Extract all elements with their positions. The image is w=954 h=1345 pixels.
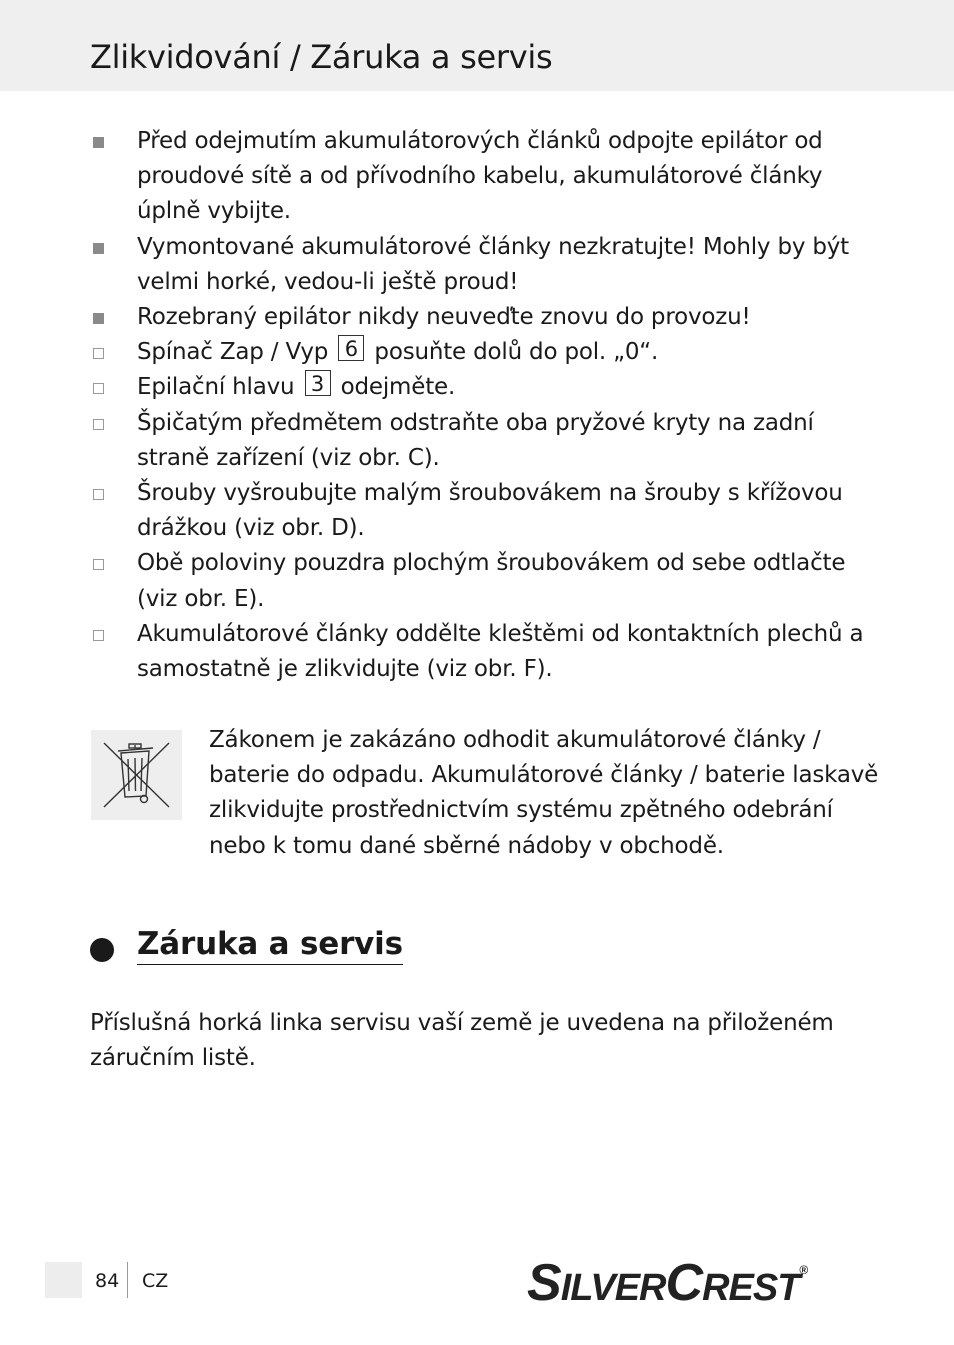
filled-square-bullet-icon xyxy=(93,137,104,148)
list-item xyxy=(90,370,880,405)
page-number: 84 xyxy=(95,1270,120,1292)
warranty-text: Příslušná horká linka servisu vaší země je uvedena na přiloženém záručním listě. xyxy=(90,1010,834,1072)
list-item xyxy=(90,617,880,687)
list-item xyxy=(90,406,880,476)
page-title: Zlikvidování / Záruka a servis xyxy=(90,38,553,76)
step-text: Akumulátorové články oddělte kleštěmi od kontaktních plechů a samostatně je zlikvidujte (viz obr. F). xyxy=(137,620,864,683)
hollow-square-bullet-icon xyxy=(93,383,104,394)
step-text: Rozebraný epilátor nikdy neuveďte znovu do provozu! xyxy=(137,304,751,331)
crossed-out-bin-icon xyxy=(91,730,182,820)
brand-logo: SILVERCREST® xyxy=(527,1254,808,1312)
hollow-square-bullet-icon xyxy=(93,489,104,500)
list-item xyxy=(90,300,880,335)
step-text: Vymontované akumulátorové články nezkratujte! Mohly by být velmi horké, vedou-li ještě proud! xyxy=(137,233,849,295)
list-item xyxy=(90,124,880,230)
list-item xyxy=(90,335,880,370)
hollow-square-bullet-icon xyxy=(93,419,104,430)
step-text: Obě poloviny pouzdra plochým šroubovákem od sebe odtlačte (viz obr. E). xyxy=(137,550,846,612)
list-item xyxy=(90,476,880,546)
language-code: CZ xyxy=(142,1270,169,1292)
hollow-square-bullet-icon xyxy=(93,630,104,641)
section-bullet xyxy=(90,938,114,962)
step-text: Špičatým předmětem odstraňte oba pryžové kryty na zadní straně zařízení (viz obr. C). xyxy=(137,409,814,471)
part-reference-number: 3 xyxy=(305,370,331,396)
part-reference-number: 6 xyxy=(338,335,364,361)
section-title-warranty: Záruka a servis xyxy=(137,926,403,965)
step-text: posuňte dolů do pol. „0“. xyxy=(374,339,659,366)
hollow-square-bullet-icon xyxy=(93,348,104,359)
filled-square-bullet-icon xyxy=(93,313,104,324)
page-header xyxy=(0,0,954,91)
disposal-note: Zákonem je zakázáno odhodit akumulátorové články / baterie do odpadu. Akumulátorové články / baterie laskavě zlikvidujte prostřednictvím systému zpětného odebrání nebo k tomu dané sběrné nádoby v obchodě. xyxy=(209,727,879,859)
step-text: Epilační hlavu xyxy=(137,374,295,401)
filled-square-bullet-icon xyxy=(93,243,104,254)
step-text: Šrouby vyšroubujte malým šroubovákem na šrouby s křížovou drážkou (viz obr. D). xyxy=(137,480,843,542)
footer-marker xyxy=(45,1262,82,1298)
footer-divider xyxy=(127,1262,128,1298)
list-item xyxy=(90,230,880,300)
step-text: Před odejmutím akumulátorových článků odpojte epilátor od proudové sítě a od přívodního kabelu, akumulátorové články úplně vybijte. xyxy=(137,128,823,225)
disposal-steps-list xyxy=(90,124,880,687)
hollow-square-bullet-icon xyxy=(93,559,104,570)
step-text: Spínač Zap / Vyp xyxy=(137,339,329,366)
list-item xyxy=(90,546,880,616)
step-text: odejměte. xyxy=(340,374,456,401)
